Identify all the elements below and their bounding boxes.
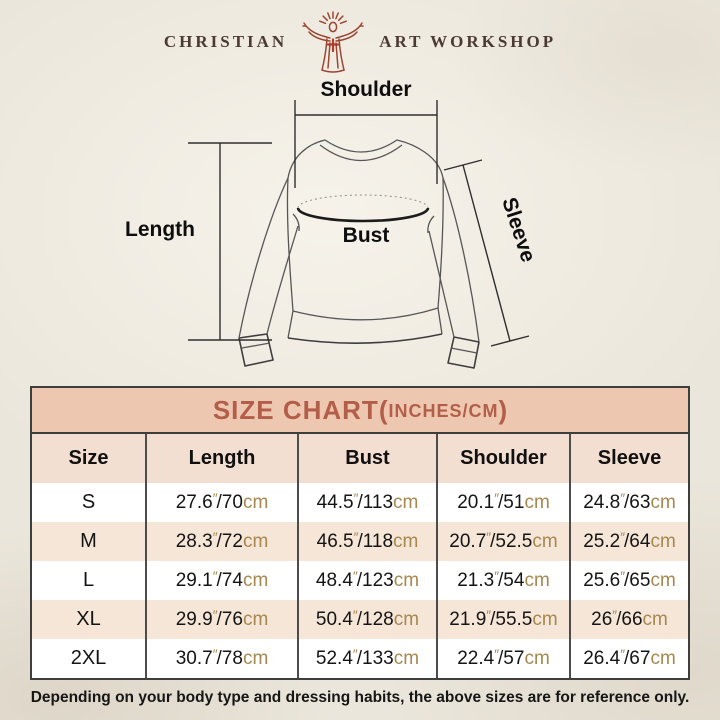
size-chart-table [30,386,690,680]
table-row-s [32,483,688,522]
bust-cell: 44.5″/113cm [297,483,436,522]
brand-name-right: ART WORKSHOP [379,32,557,51]
banner-title-units: INCHES/CM [388,401,499,421]
table-row-l [32,561,688,600]
size-cell: XL [76,608,101,630]
sleeve-label: Sleeve [497,194,540,266]
reference-note: Depending on your body type and dressing habits, the above sizes are for reference only. [30,689,690,706]
column-header-size: Size [68,447,109,469]
sleeve-cell: 24.8″/63cm [569,483,688,522]
bust-label: Bust [342,224,390,247]
shoulder-cell: 22.4″/57cm [436,639,569,678]
sleeve-cell: 26.4″/67cm [569,639,688,678]
length-cell: 30.7″/78cm [145,639,297,678]
length-cell: 27.6″/70cm [145,483,297,522]
shoulder-cell: 21.9″/55.5cm [436,600,569,639]
shoulder-cell: 20.7″/52.5cm [436,522,569,561]
brand-logo [0,0,720,76]
table-body [32,483,688,678]
column-header-bust: Bust [297,434,436,483]
bust-cell: 46.5″/118cm [297,522,436,561]
shoulder-cell: 20.1″/51cm [436,483,569,522]
sleeve-cell: 25.6″/65cm [569,561,688,600]
sleeve-cell: 25.2″/64cm [569,522,688,561]
bust-cell: 52.4″/133cm [297,639,436,678]
sleeve-cell: 26″/66cm [569,600,688,639]
column-header-row [32,434,688,483]
column-header-length: Length [145,434,297,483]
length-cell: 29.1″/74cm [145,561,297,600]
table-row-xl [32,600,688,639]
size-cell: M [80,530,97,552]
size-cell: L [82,569,95,591]
banner-title-close: ) [498,394,508,425]
jesus-rays-icon [297,10,369,74]
size-cell: S [81,491,96,513]
column-header-shoulder: Shoulder [436,434,569,483]
length-cell: 28.3″/72cm [145,522,297,561]
banner-title: SIZE CHART( [212,394,389,425]
bust-cell: 50.4″/128cm [297,600,436,639]
table-row-2xl [32,639,688,678]
bust-cell: 48.4″/123cm [297,561,436,600]
measurement-diagram [0,76,720,383]
length-cell: 29.9″/76cm [145,600,297,639]
length-label: Length [125,218,195,241]
shoulder-cell: 21.3″/54cm [436,561,569,600]
size-cell: 2XL [70,647,107,669]
table-row-m [32,522,688,561]
size-chart-banner [32,388,688,434]
shoulder-label: Shoulder [320,78,412,101]
column-header-sleeve: Sleeve [569,434,688,483]
brand-name-left: CHRISTIAN [163,32,288,51]
